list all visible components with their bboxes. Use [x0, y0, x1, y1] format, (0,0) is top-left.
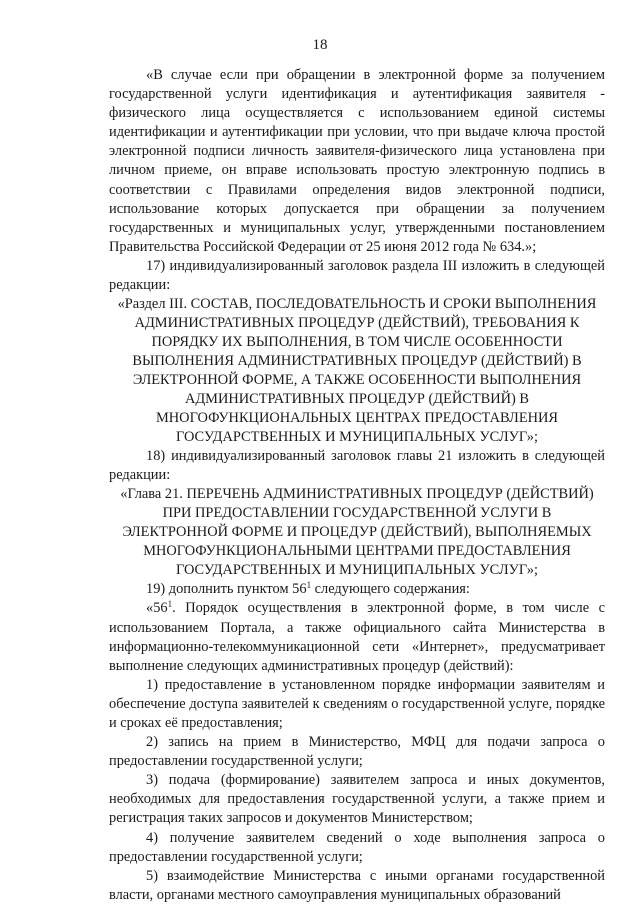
list-item-5: 5) взаимодействие Министерства с иными органами государственной власти, органами местного самоуправления муниципальных образований — [109, 867, 605, 903]
paragraph-clause-56-1: «$56^1$. Порядок осуществления в электронной форме, в том числе с использованием Портала, а также официального сайта Министерства в информационно-телекоммуникационной сети «Интернет», предусматривает выполнение следующих административных процедур (действий): — [109, 599, 605, 674]
list-item-2: 2) запись на прием в Министерство, МФЦ для подачи запроса о предоставлении государственной услуги; — [109, 734, 605, 770]
chapter-21-heading: «Глава 21. ПЕРЕЧЕНЬ АДМИНИСТРАТИВНЫХ ПРОЦЕДУР (ДЕЙСТВИЙ) ПРИ ПРЕДОСТАВЛЕНИИ ГОСУДАРСТВЕННОЙ УСЛУГИ В ЭЛЕКТРОННОЙ ФОРМЕ И ПРОЦЕДУР (ДЕЙСТВИЙ), ВЫПОЛНЯЕМЫХ МНОГОФУНКЦИОНАЛЬНЫМИ ЦЕНТРАМИ ПРЕДОСТАВЛЕНИЯ ГОСУДАРСТВЕННЫХ И МУНИЦИПАЛЬНЫХ УСЛУГ»; — [120, 486, 594, 579]
paragraph-item-17: 17) индивидуализированный заголовок раздела III изложить в следующей редакции: — [109, 257, 605, 294]
list-item-1: 1) предоставление в установленном порядке информации заявителям и обеспечение доступа заявителей к сведениям о государственной услуге, порядке и сроках её предоставления; — [109, 676, 605, 731]
section-3-heading: «Раздел III. СОСТАВ, ПОСЛЕДОВАТЕЛЬНОСТЬ И СРОКИ ВЫПОЛНЕНИЯ АДМИНИСТРАТИВНЫХ ПРОЦЕДУР (ДЕЙСТВИЙ), ТРЕБОВАНИЯ К ПОРЯДКУ ИХ ВЫПОЛНЕНИЯ, В ТОМ ЧИСЛЕ ОСОБЕННОСТИ ВЫПОЛНЕНИЯ АДМИНИСТРАТИВНЫХ ПРОЦЕДУР (ДЕЙСТВИЙ) В ЭЛЕКТРОННОЙ ФОРМЕ, А ТАКЖЕ ОСОБЕННОСТИ ВЫПОЛНЕНИЯ АДМИНИСТРАТИВНЫХ ПРОЦЕДУР (ДЕЙСТВИЙ) В МНОГОФУНКЦИОНАЛЬНЫХ ЦЕНТРАХ ПРЕДОСТАВЛЕНИЯ ГОСУДАРСТВЕННЫХ И МУНИЦИПАЛЬНЫХ УСЛУГ»; — [117, 296, 597, 446]
page-number: 18 — [312, 37, 328, 53]
paragraph-quote-simple-signature: «В случае если при обращении в электронной форме за получением государственной услуги идентификация и аутентификация заявителя - физического лица осуществляется с использованием единой системы идентификации и аутентификации при условии, что при выдаче ключа простой электронной подписи личность заявителя-физического лица установлена при личном приеме, он вправе использовать простую электронную подпись в соответствии с Правилами определения видов электронной подписи, использование которых допускается при обращении за получением государственных и муниципальных услуг, утвержденными постановлением Правительства Российской Федерации от 25 июня 2012 года № 634.»; — [109, 67, 605, 255]
paragraph-item-18: 18) индивидуализированный заголовок главы 21 изложить в следующей редакции: — [109, 448, 605, 484]
paragraph-item-19: 19) дополнить пунктом $56^1$ следующего содержания: — [146, 580, 470, 598]
list-item-4: 4) получение заявителем сведений о ходе выполнения запроса о предоставлении государственной услуги; — [109, 829, 605, 865]
list-item-3: 3) подача (формирование) заявителем запроса и иных документов, необходимых для предоставления государственной услуги, а также прием и регистрация таких запросов и документов Министерством; — [109, 772, 605, 827]
document-body — [109, 66, 605, 905]
